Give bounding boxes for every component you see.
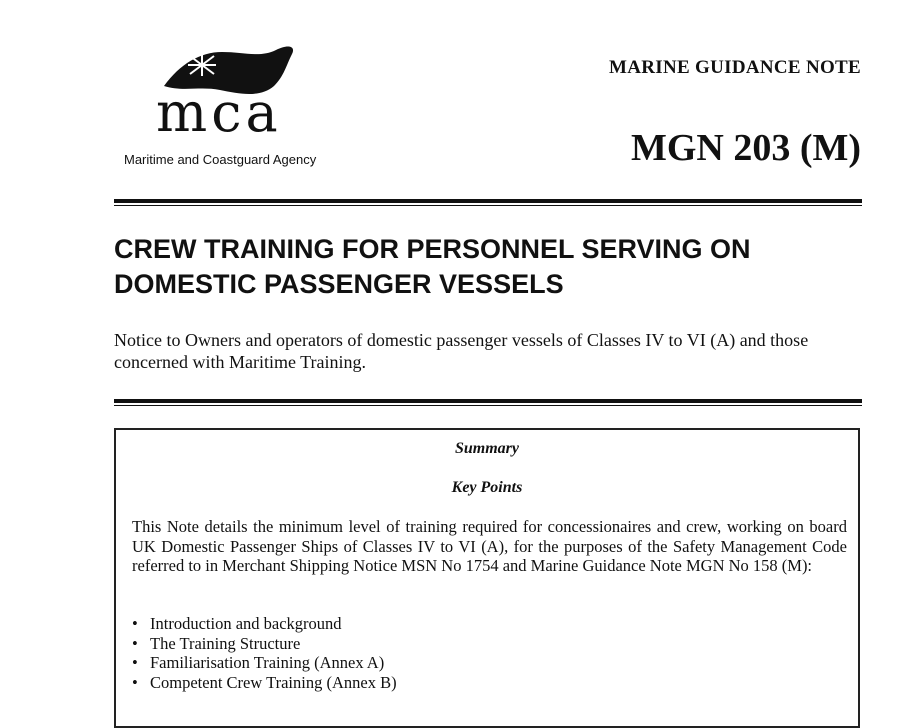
key-points-list — [132, 614, 397, 692]
list-item-text: Introduction and background — [150, 614, 342, 633]
list-item — [132, 614, 397, 634]
mca-logo — [120, 40, 360, 175]
header-divider — [114, 199, 862, 206]
document-title: CREW TRAINING FOR PERSONNEL SERVING ON DOMESTIC PASSENGER VESSELS — [114, 234, 751, 299]
summary-heading: Summary — [454, 440, 519, 457]
document-number: MGN 203 (M) — [630, 127, 861, 169]
list-item-text: Competent Crew Training (Annex B) — [150, 672, 397, 692]
list-item-text: Familiarisation Training (Annex A) — [150, 653, 385, 672]
bullet-icon: • — [132, 633, 138, 653]
bullet-icon: • — [132, 653, 138, 672]
list-item — [132, 653, 397, 673]
list-item — [132, 634, 397, 654]
bullet-icon: • — [132, 614, 138, 633]
bullet-icon: • — [132, 672, 138, 692]
summary-box — [114, 428, 860, 728]
key-points-heading: Key Points — [451, 479, 523, 496]
notice-text: Notice to Owners and operators of domestic passenger vessels of Classes IV to VI (A) and those concerned with Maritime Training. — [114, 330, 809, 372]
summary-text: This Note details the minimum level of training required for concessionaires and crew, working on board UK Domestic Passenger Ships of Classes IV to VI (A), for the purposes of the Safety Management Code referred to in Merchant Shipping Notice MSN No 1754 and Marine Guidance Note MGN No 158 (M): — [132, 517, 847, 575]
agency-name: Maritime and Coastguard Agency — [124, 152, 317, 167]
notice-divider — [114, 399, 862, 406]
document-type: MARINE GUIDANCE NOTE — [609, 57, 861, 78]
list-item — [132, 673, 397, 693]
logo-wordmark: mca — [156, 81, 282, 144]
list-item-text: The Training Structure — [150, 633, 301, 653]
